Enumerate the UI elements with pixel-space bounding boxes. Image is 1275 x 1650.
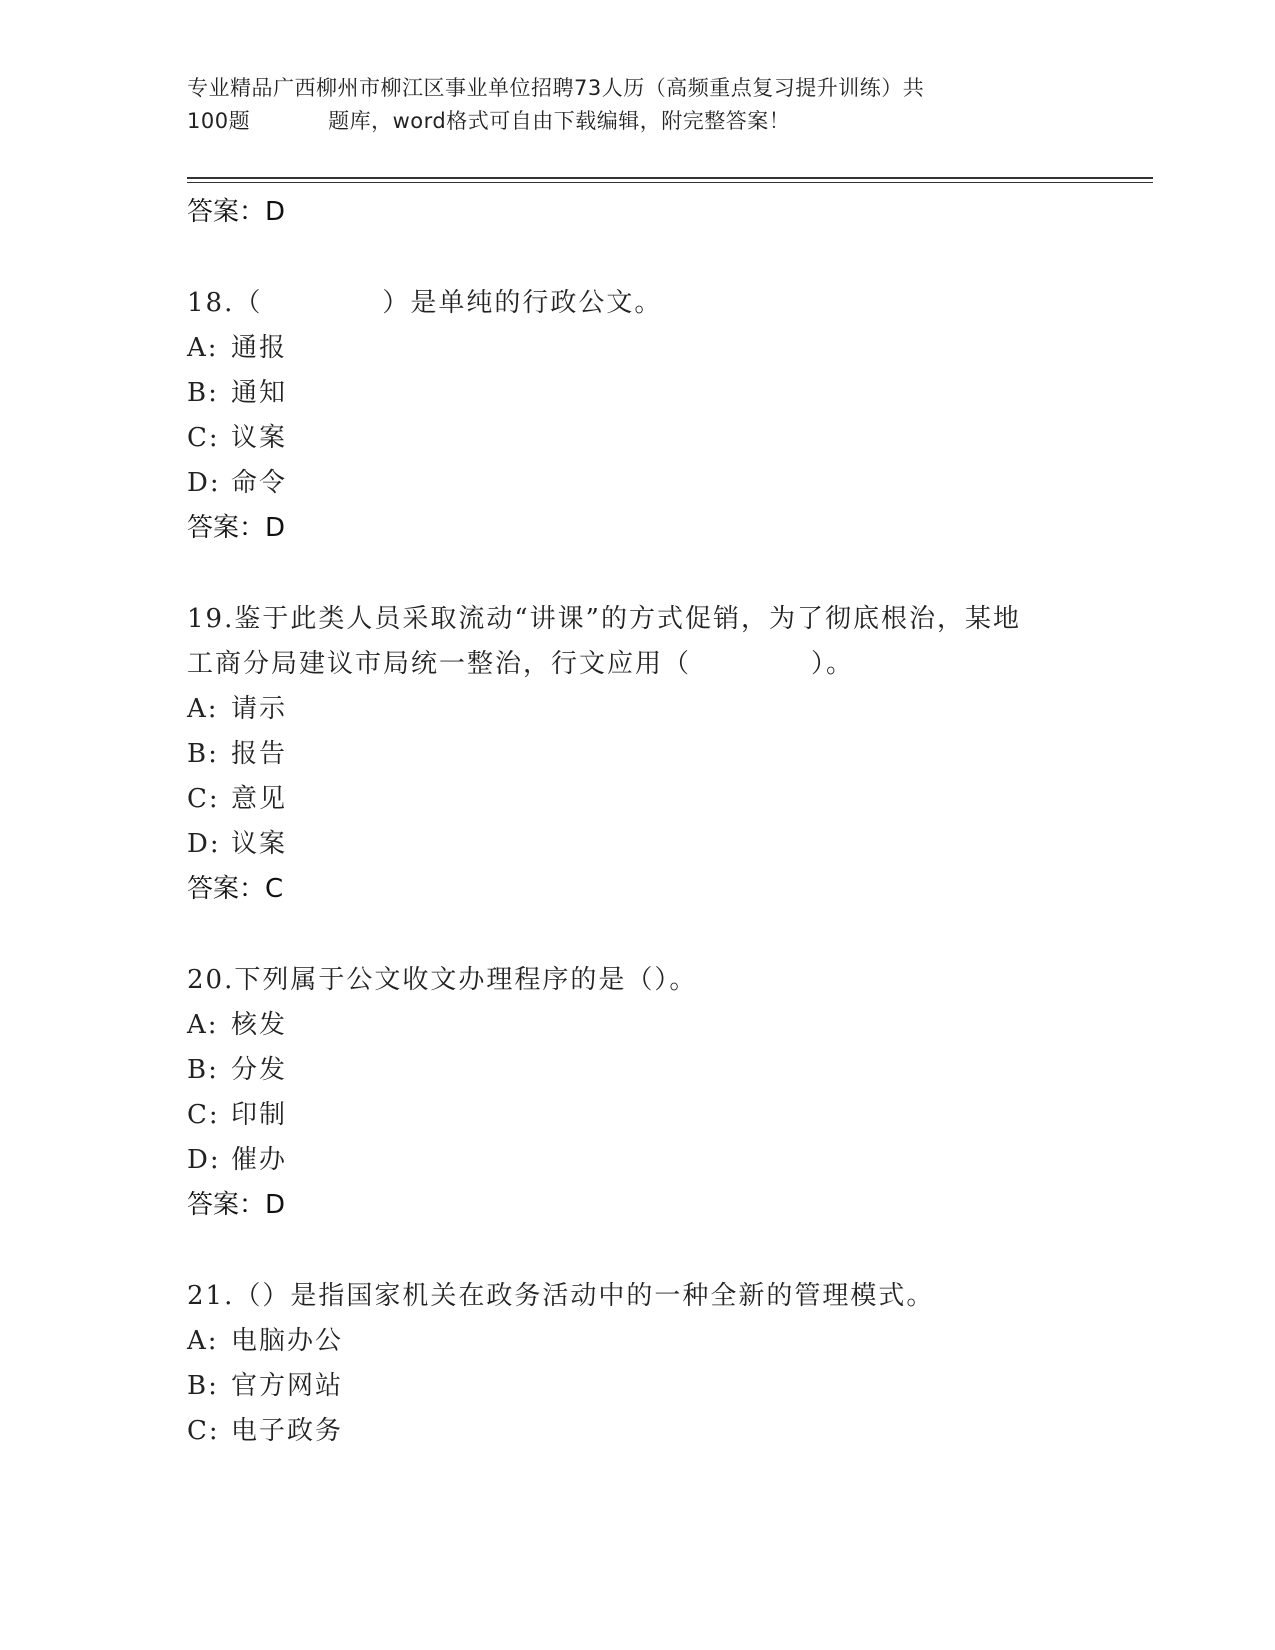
option-b [187,732,1147,777]
question-number: 20. [187,965,235,995]
option-key: A: [187,694,219,724]
option-b [187,1364,1147,1409]
question-text-line2-end: ）。 [811,649,855,679]
question-21 [187,1274,1147,1319]
option-key: D: [187,468,221,498]
option-key: C: [187,1416,220,1446]
option-text: 通报 [231,333,288,363]
question-20 [187,958,1147,1003]
question-list [187,190,1147,1454]
header-divider-thin [187,182,1153,183]
question-text-start: （ [234,288,263,318]
option-key: A: [187,1010,219,1040]
option-key: C: [187,423,220,453]
question-number: 21. [187,1281,235,1311]
question-line-2 [187,642,1147,687]
option-d [187,461,1147,506]
option-key: B: [187,378,219,408]
option-c [187,777,1147,822]
option-key: A: [187,333,219,363]
option-d [187,1138,1147,1183]
header-title-line2 [187,105,1087,138]
option-text: 命令 [231,468,288,498]
header-title-line1: 专业精品广西柳州市柳江区事业单位招聘73人历（高频重点复习提升训练）共 [187,76,925,100]
answer-18: 答案：D [187,513,286,543]
question-number: 19. [187,604,235,634]
option-c [187,1409,1147,1454]
option-d [187,822,1147,867]
answer-19: 答案：C [187,874,284,904]
option-text: 报告 [231,739,288,769]
option-key: C: [187,1100,220,1130]
option-text: 意见 [231,784,288,814]
option-text: 请示 [231,694,288,724]
option-b [187,371,1147,416]
option-key: D: [187,829,221,859]
option-a [187,326,1147,371]
option-c [187,416,1147,461]
question-text-end: ）是单纯的行政公文。 [382,288,663,318]
question-number: 18. [187,288,235,318]
question-text: （）是指国家机关在政务活动中的一种全新的管理模式。 [234,1281,935,1311]
page-header [187,72,1087,138]
option-key: D: [187,1145,221,1175]
answer-17: 答案：D [187,197,286,227]
option-text: 核发 [231,1010,288,1040]
option-b [187,1048,1147,1093]
header-divider-thick [187,177,1153,179]
option-key: B: [187,1371,219,1401]
question-text: 下列属于公文收文办理程序的是（）。 [234,965,698,995]
option-text: 印制 [231,1100,288,1130]
option-a [187,1319,1147,1364]
option-text: 催办 [231,1145,288,1175]
option-text: 官方网站 [231,1371,344,1401]
question-text-line2-start: 工商分局建议市局统一整治，行文应用（ [187,649,692,679]
option-text: 分发 [231,1055,288,1085]
answer-20: 答案：D [187,1190,286,1220]
question-text-line1: 鉴于此类人员采取流动“讲课”的方式促销，为了彻底根治，某地 [234,604,1021,634]
option-key: B: [187,1055,219,1085]
option-text: 电脑办公 [231,1326,344,1356]
option-key: C: [187,784,220,814]
option-text: 议案 [231,423,288,453]
option-text: 电子政务 [231,1416,344,1446]
question-19 [187,597,1147,687]
option-a [187,687,1147,732]
option-text: 通知 [231,378,288,408]
question-18 [187,281,1147,326]
header-description: 题库，word格式可自由下载编辑，附完整答案！ [328,109,791,133]
option-c [187,1093,1147,1138]
header-question-count: 100题 [187,109,251,133]
option-a [187,1003,1147,1048]
option-key: A: [187,1326,219,1356]
option-text: 议案 [231,829,288,859]
question-line-1 [187,597,1147,642]
option-key: B: [187,739,219,769]
